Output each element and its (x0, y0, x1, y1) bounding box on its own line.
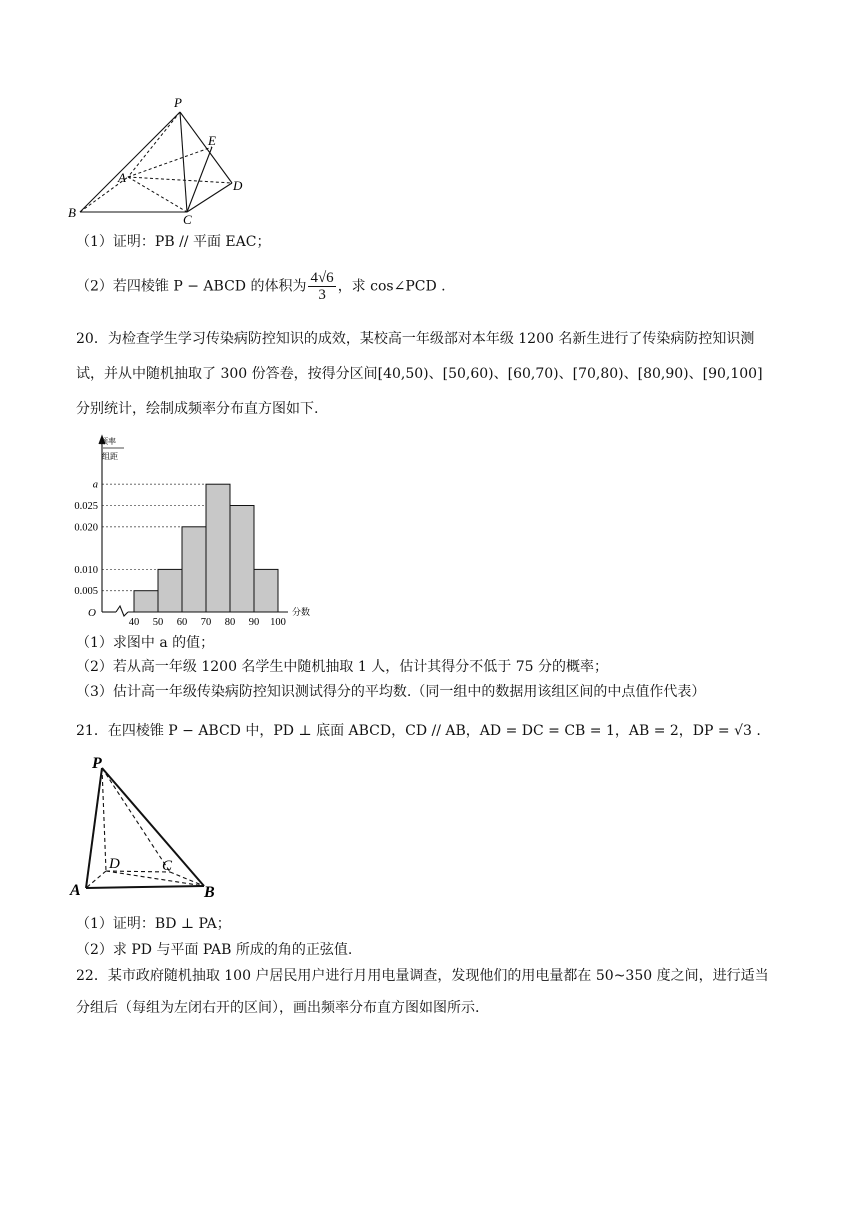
pyramid-figure-19 (60, 90, 260, 230)
histogram-bar (158, 569, 182, 612)
x-tick-label: 60 (176, 617, 188, 628)
pyramid-figure-21 (66, 754, 226, 902)
histogram-bar (254, 569, 278, 612)
ylabel-bottom: 组距 (102, 452, 118, 461)
x-tick-label: 100 (270, 617, 286, 628)
origin-label: O (88, 607, 96, 619)
q19-part2 (76, 270, 446, 303)
y-tick-label: 0.020 (74, 522, 98, 534)
q19-part2-text: （2）若四棱锥 P − ABCD 的体积为 (76, 278, 307, 295)
label-D: D (109, 856, 120, 872)
q20-part1: （1）求图中 a 的值； (76, 635, 215, 651)
x-tick-label: 50 (152, 617, 164, 628)
label-C: C (162, 858, 173, 874)
y-tick-label: a (92, 479, 98, 491)
label-P: P (92, 755, 102, 772)
x-tick-label: 40 (128, 617, 140, 628)
label-C: C (183, 212, 192, 227)
histogram-bar (206, 484, 230, 612)
histogram-bar (182, 527, 206, 612)
frequency-histogram (66, 432, 336, 628)
histogram-bar (230, 506, 254, 613)
q22-stem-line2: 分组后（每组为左闭右开的区间），画出频率分布直方图如图所示. (76, 1000, 480, 1016)
x-tick-label: 90 (248, 617, 260, 628)
y-tick-label: 0.005 (74, 586, 98, 598)
x-tick-label: 70 (200, 617, 212, 628)
x-tick-label: 80 (224, 617, 236, 628)
q21-part1: （1）证明：BD ⊥ PA； (76, 916, 231, 932)
ylabel-top: 频率 (100, 437, 116, 446)
label-P: P (174, 95, 182, 110)
volume-fraction: $\frac{4√6}{3}$ (310, 270, 334, 303)
y-tick-label: 0.010 (74, 564, 98, 576)
q20-stem-line2: 试，并从中随机抽取了 300 份答卷，按得分区间[40,50)、[50,60)、[60,70)、[70,80)、[80,90)、[90,100] (76, 366, 763, 382)
q19-part2-tail: ，求 cos∠PCD . (337, 278, 446, 295)
y-tick-label: 0.025 (74, 501, 98, 512)
q20-stem-line1: 20．为检查学生学习传染病防控知识的成效，某校高一年级部对本年级 1200 名新生进行了传染病防控知识测 (76, 331, 755, 347)
q20-part2: （2）若从高一年级 1200 名学生中随机抽取 1 人，估计其得分不低于 75 分的概率； (76, 659, 608, 675)
label-D: D (233, 178, 243, 193)
q21-stem: 21．在四棱锥 P − ABCD 中，PD ⊥ 底面 ABCD，CD // AB，AD = DC = CB = 1，AB = 2，DP = √3 . (76, 723, 761, 739)
label-B: B (68, 205, 76, 220)
label-B: B (204, 884, 215, 901)
histogram-bar (134, 591, 158, 612)
q20-part3: （3）估计高一年级传染病防控知识测试得分的平均数.（同一组中的数据用该组区间的中点值作代表） (76, 684, 706, 700)
label-A: A (118, 170, 126, 185)
xlabel: 分数 (292, 608, 311, 618)
q22-stem-line1: 22．某市政府随机抽取 100 户居民用户进行月用电量调查，发现他们的用电量都在 50~350 度之间，进行适当 (76, 968, 769, 984)
label-E: E (208, 133, 216, 148)
q21-part2: （2）求 PD 与平面 PAB 所成的角的正弦值. (76, 942, 353, 958)
label-A: A (70, 882, 81, 899)
q20-stem-line3: 分别统计，绘制成频率分布直方图如下. (76, 401, 319, 417)
q19-part1: （1）证明：PB // 平面 EAC； (76, 234, 271, 250)
